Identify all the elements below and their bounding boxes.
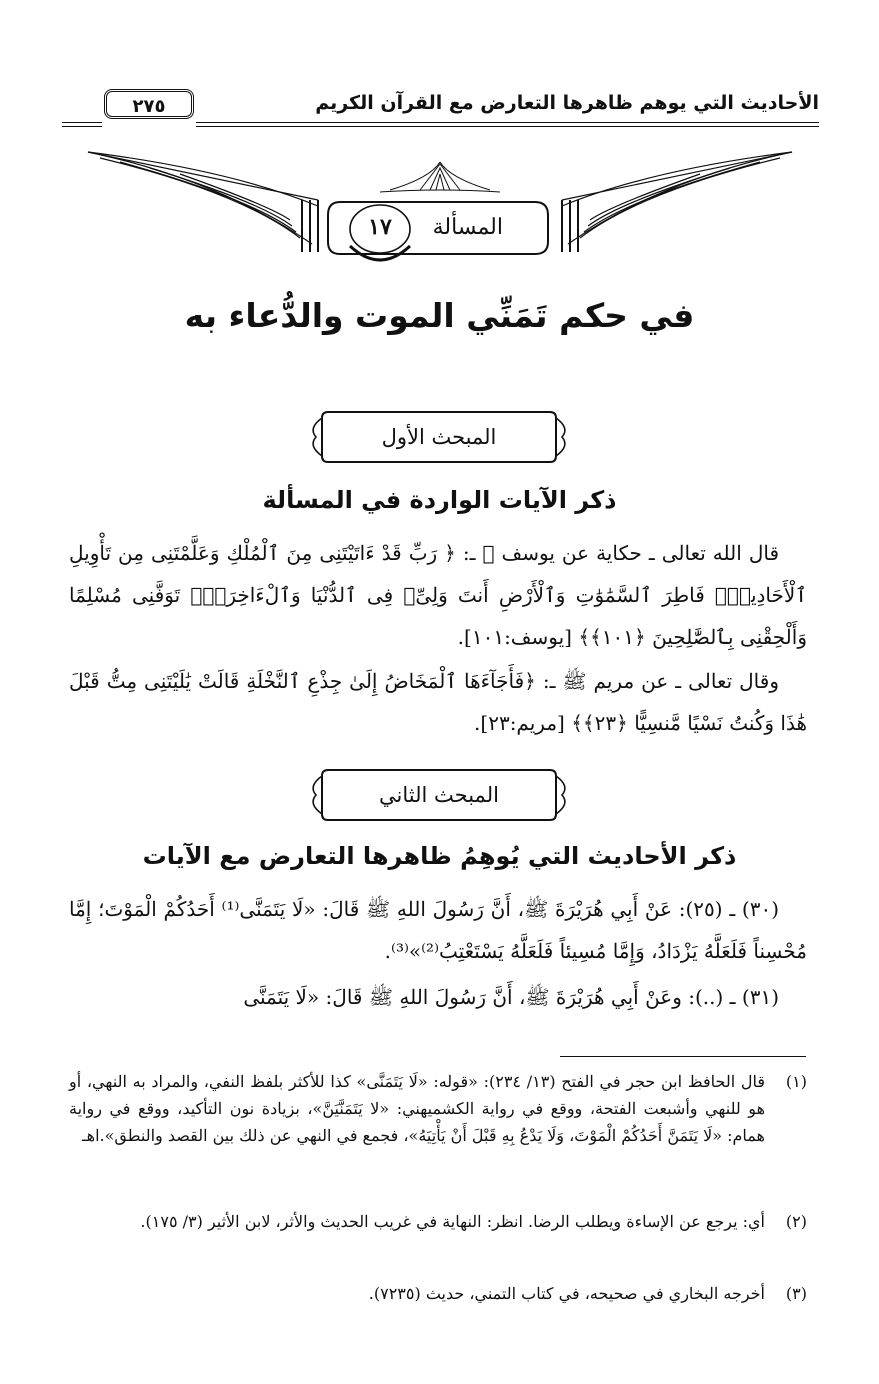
masala-number: ١٧ bbox=[368, 214, 392, 240]
footnote-text: قال الحافظ ابن حجر في الفتح (١٣/ ٢٣٤): «قوله: «لَا يَتَمَنَّى» كذا للأكثر بلفظ النفي، والمراد به النهي، أو هو للنهي وأشبعت الفتحة، ووقع في رواية الكشميهني: «لا يَتَمَنَّيَنَّ»، بزيادة نون التأكيد، ووقع في رواية همام: «لَا يَتَمَنَّ أَحَدُكُمْ الْمَوْتَ، وَلَا يَدْعُ بِهِ قَبْلَ أَنْ يَأْتِيَهُ»، فجمع في النهي عن ذلك بين القصد والنطق».اهـ bbox=[69, 1072, 765, 1145]
footnote bbox=[69, 1280, 807, 1307]
hadith-paragraph: (٣١) ـ (..): وعَنْ أَبِي هُرَيْرَةَ ﷺ، أَنَّ رَسُولَ اللهِ ﷺ قَالَ: «لَا يَتَمَنَّى bbox=[243, 985, 779, 1009]
footnote-number: (٣) bbox=[785, 1284, 807, 1303]
quran-paragraph: وقال تعالى ـ عن مريم ﷺ ـ: ﴿فَأَجَآءَهَا ٱلْمَخَاضُ إِلَىٰ جِذْعِ ٱلنَّخْلَةِ قَالَتْ يَٰلَيْتَنِى مِتُّ قَبْلَ هَٰذَا وَكُنتُ نَسْيًا مَّنسِيًّا ﴿٢٣﴾﴾ [مريم:٢٣]. bbox=[69, 669, 807, 735]
footnote-text: أي: يرجع عن الإساءة ويطلب الرضا. انظر: النهاية في غريب الحديث والأثر، لابن الأثير (٣/ ١٧٥). bbox=[140, 1212, 765, 1231]
header-rule-left bbox=[62, 126, 102, 127]
page-number: ٢٧٥ bbox=[104, 89, 194, 119]
section-label-scroll bbox=[306, 766, 572, 824]
running-title: الأحاديث التي يوهم ظاهرها التعارض مع القرآن الكريم bbox=[315, 92, 819, 114]
footnote bbox=[69, 1208, 807, 1235]
section-heading: ذكر الآيات الواردة في المسألة bbox=[262, 486, 617, 514]
hadith-paragraph: (٣٠) ـ (٢٥): عَنْ أَبِي هُرَيْرَةَ ﷺ، أَنَّ رَسُولَ اللهِ ﷺ قَالَ: «لَا يَتَمَنَّى⁽¹⁾ أَحَدُكُمْ الْمَوْتَ؛ إِمَّا مُحْسِناً فَلَعَلَّهُ يَزْدَادُ، وَإِمَّا مُسِيئاً فَلَعَلَّهُ يَسْتَعْتِبُ⁽²⁾»⁽³⁾. bbox=[69, 897, 807, 963]
masala-word: المسألة bbox=[432, 215, 503, 240]
header-rule bbox=[196, 126, 819, 127]
section-label: المبحث الأول bbox=[381, 425, 497, 449]
quran-paragraph: قال الله تعالى ـ حكاية عن يوسف ﷺ ـ: ﴿ رَبِّ قَدْ ءَاتَيْتَنِى مِنَ ٱلْمُلْكِ وَعَلَّمْتَنِى مِن تَأْوِيلِ ٱلْأَحَادِيثِۚ فَاطِرَ ٱلسَّمَٰوَٰتِ وَٱلْأَرْضِ أَنتَ وَلِىِّۦ فِى ٱلدُّنْيَا وَٱلْءَاخِرَةِۖ تَوَفَّنِى مُسْلِمًا وَأَلْحِقْنِى بِٱلصَّٰلِحِينَ ﴿١٠١﴾﴾ [يوسف:١٠١]. bbox=[69, 541, 807, 649]
footnote-number: (١) bbox=[785, 1072, 807, 1091]
footnote-number: (٢) bbox=[785, 1212, 807, 1231]
section-heading: ذكر الأحاديث التي يُوهِمُ ظاهرها التعارض مع الآيات bbox=[142, 842, 737, 870]
footnote bbox=[69, 1068, 807, 1149]
section-label: المبحث الثاني bbox=[379, 783, 499, 807]
footnote-text: أخرجه البخاري في صحيحه، في كتاب التمني، حديث (٧٢٣٥). bbox=[368, 1284, 765, 1303]
running-header bbox=[0, 82, 879, 132]
header-rule-left bbox=[62, 122, 102, 123]
chapter-title: في حكم تَمَنِّي الموت والدُّعاء به bbox=[184, 296, 695, 335]
section-label-scroll bbox=[306, 408, 572, 466]
header-rule bbox=[196, 122, 819, 123]
masala-label bbox=[330, 200, 548, 256]
footnote-rule bbox=[560, 1056, 806, 1057]
